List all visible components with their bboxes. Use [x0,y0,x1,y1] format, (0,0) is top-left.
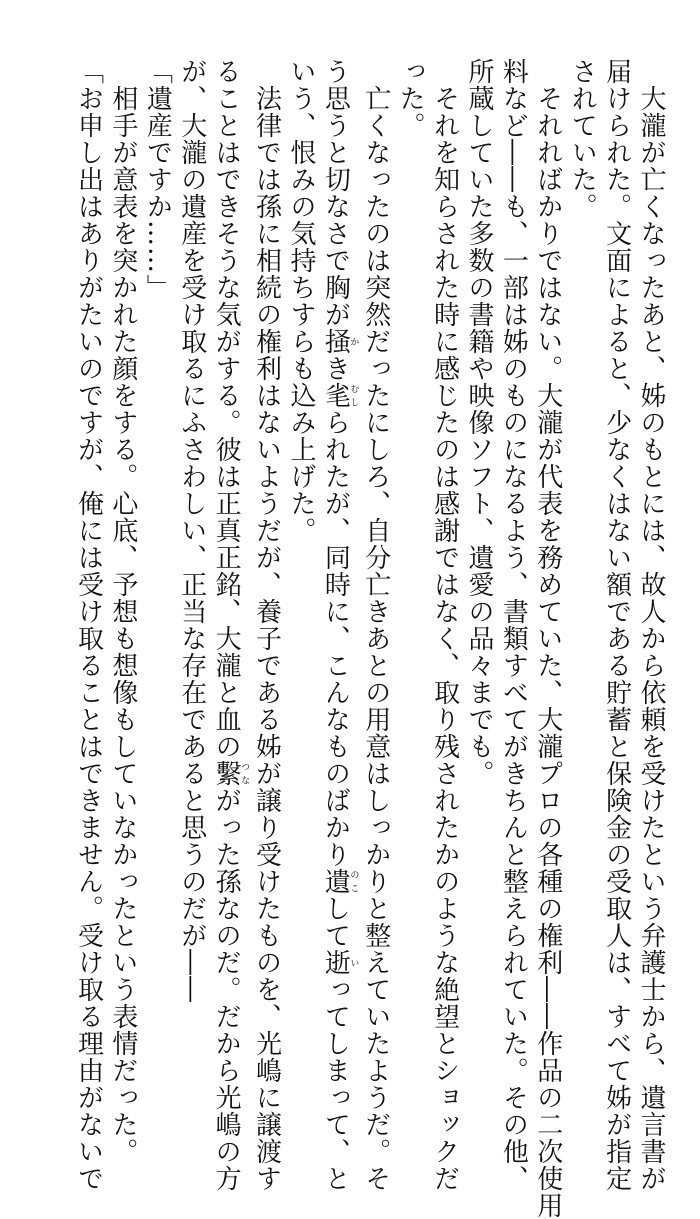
text-line-2: 届けられた。文面によると、少なくはない額である貯蓄と保険金の受取人は、すべて姊が指定 [601,58,632,1192]
text-line-16: 相手が意表を突かれた顔をする。心底、予想も想像もしていなかったという表情だった。 [107,58,138,1165]
text-line-10: う思うと切なさで胸が掻かき毟むしられたが、同時に、こんなものばかり遺のこして逝いってしまって、と [320,58,359,1192]
text-line-9: 亡くなったのは突然だったにしろ、自分亡きあとの用意はしっかりと整えていたようだ。そ [360,58,391,1192]
text-line-12: 法律では孫に相続の権利はないようだが、養子である姊が譲り受けたものを、光嶋に譲渡す [251,58,282,1192]
text-line-6: 所蔵していた多数の書籍や映像ソフト、遺愛の品々までも。 [463,58,494,787]
text-line-8: った。 [395,58,426,139]
text-line-13: ることはできそうな気がする。彼は正真正銘、大瀧と血の繫つながった孫なのだ。だから光嶋の方 [211,58,250,1192]
text-line-4: それればかりではない。大瀧が代表を務めていた、大瀧プロの各種の権利――作品の二次使用 [532,58,563,1219]
ruby-itte: い [348,949,359,976]
text-line-1: 大瀧が亡くなったあと、姊のもとには、故人から依頼を受けたという弁護士から、遺言書が [636,58,666,1192]
ruby-nokoshi: のこ [348,868,359,895]
text-line-7: それを知らされた時に感じたのは感謝ではなく、取り残されたかのような絶望とショックだ [429,58,460,1192]
text-line-11: いう、恨みの気持ちすらも込み上げた。 [285,58,316,544]
ruby-kaki: か [348,328,359,355]
text-line-3: されていた。 [567,58,598,220]
vertical-text-body [28,58,668,1219]
ruby-mushi: むし [348,382,359,409]
text-line-14: が、大瀧の遺産を受け取るにふさわしい、正当な存在であると思うのだが―― [176,58,207,1003]
text-line-15: 「遺産ですか……」 [142,58,173,301]
text-line-17: 「お申し出はありがたいのですが、俺には受け取ることはできません。受け取る理由がないで [73,58,104,1192]
text-line-5: 料など――も、一部は姊のものになるよう、書類すべてがきちんと整えられていた。その他、 [498,58,529,1192]
ruby-tsuna: つな [239,760,250,787]
